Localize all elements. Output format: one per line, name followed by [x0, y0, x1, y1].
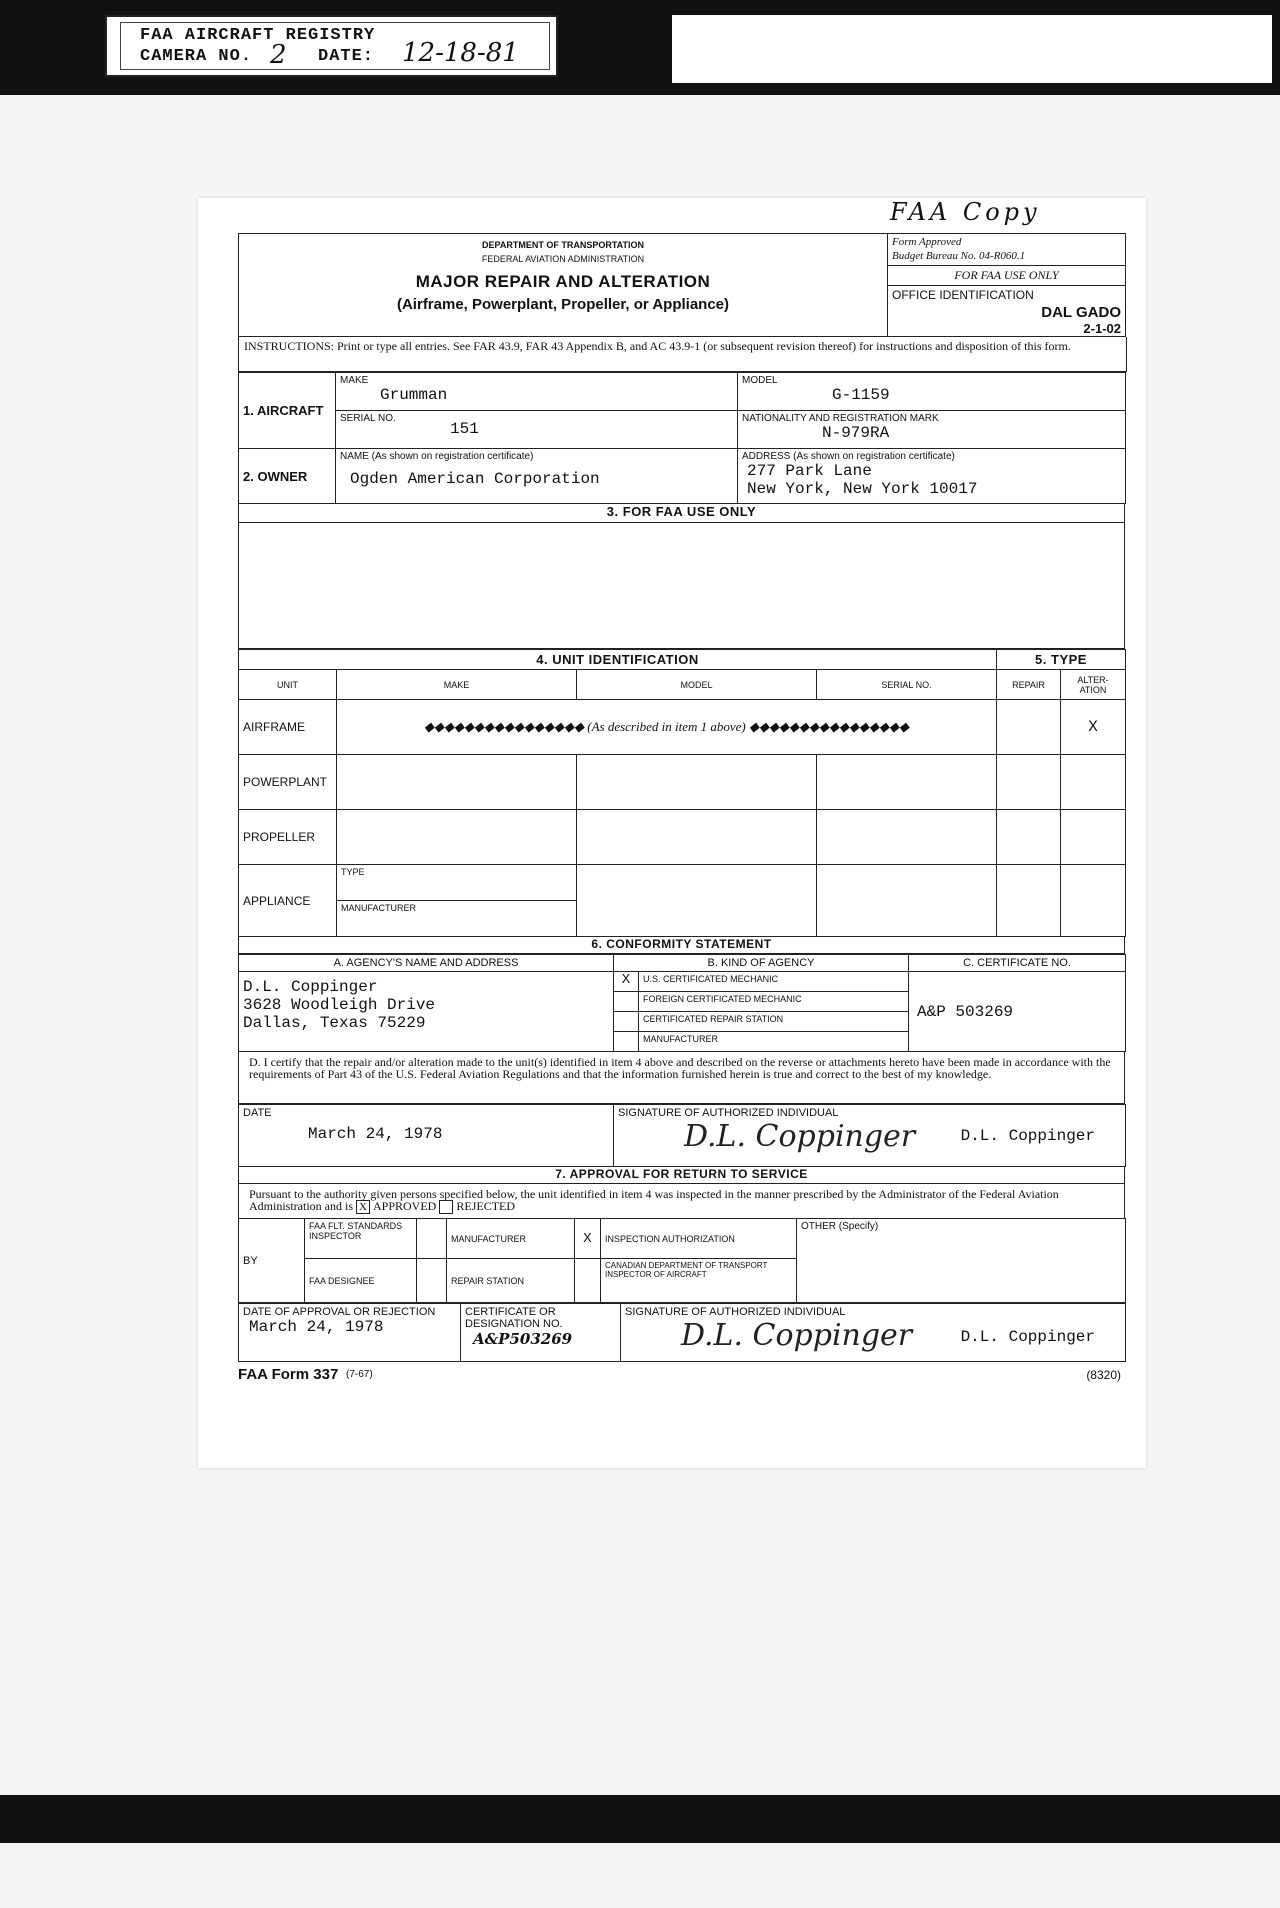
approval-signature-label: SIGNATURE OF AUTHORIZED INDIVIDUAL — [625, 1306, 846, 1318]
approval-date: March 24, 1978 — [249, 1318, 384, 1336]
col-make: MAKE — [337, 670, 577, 700]
registry-title: FAA AIRCRAFT REGISTRY — [140, 26, 376, 45]
appliance-manufacturer-label: MANUFACTURER — [337, 901, 577, 937]
conformity-title: 6. CONFORMITY STATEMENT — [238, 937, 1125, 954]
airframe-alteration-mark: X — [1061, 700, 1126, 755]
approval-signature-table — [238, 1303, 1126, 1362]
faa-use-only-section-title: 3. FOR FAA USE ONLY — [238, 504, 1125, 523]
department: DEPARTMENT OF TRANSPORTATION — [482, 240, 644, 250]
by-label: BY — [239, 1219, 305, 1303]
kind-mark-3 — [614, 1032, 639, 1052]
model-label: MODEL — [742, 375, 778, 386]
canadian-mark — [575, 1259, 601, 1303]
serial-label: SERIAL NO. — [340, 413, 396, 424]
conformity-date-label: DATE — [243, 1107, 272, 1119]
owner-address-line1: 277 Park Lane — [747, 462, 872, 480]
faa-use-only-label: FOR FAA USE ONLY — [888, 266, 1125, 286]
approval-text-block — [238, 1184, 1125, 1218]
owner-address-line2: New York, New York 10017 — [747, 480, 978, 498]
approval-signature-cell — [621, 1304, 1126, 1362]
certify-statement: D. I certify that the repair and/or alteration made to the unit(s) identified in item 4 above and described on the reverse or attachments hereto have been made in accordance with the requirements of Part 43 of the U.S. Federal Aviation Regulations and that the information furnished herein is true and correct to the best of my knowledge. — [238, 1052, 1125, 1104]
owner-name: Ogden American Corporation — [350, 470, 600, 488]
handwritten-faa-copy: FAA Copy — [890, 198, 1041, 226]
form-name: FAA Form 337 — [238, 1366, 339, 1383]
agency-line3: Dallas, Texas 75229 — [243, 1014, 426, 1032]
scanner-bottom-border — [0, 1795, 1280, 1843]
agency-line2: 3628 Woodleigh Drive — [243, 996, 436, 1014]
col-serial: SERIAL NO. — [817, 670, 997, 700]
airframe-note-cell: ◆◆◆◆◆◆◆◆◆◆◆◆◆◆◆◆ (As described in item 1 above) ◆◆◆◆◆◆◆◆◆◆◆◆◆◆◆◆ — [337, 700, 997, 755]
powerplant-serial — [817, 755, 997, 810]
powerplant-label: POWERPLANT — [239, 755, 337, 810]
nationality-cell — [738, 411, 1126, 449]
airframe-label: AIRFRAME — [239, 700, 337, 755]
powerplant-alteration — [1061, 755, 1126, 810]
office-id: DAL GADO — [1041, 304, 1121, 321]
certificate-no-label: C. CERTIFICATE NO. — [909, 955, 1126, 972]
form-code: (8320) — [1086, 1368, 1121, 1382]
kind-label-2: CERTIFICATED REPAIR STATION — [639, 1012, 909, 1032]
other-cell — [797, 1219, 1126, 1303]
registry-date-label: DATE: — [318, 47, 375, 66]
appliance-type-label: TYPE — [337, 865, 577, 901]
approval-title: 7. APPROVAL FOR RETURN TO SERVICE — [238, 1167, 1125, 1184]
conformity-signature: D.L. Coppinger — [684, 1119, 916, 1154]
aircraft-serial: 151 — [450, 420, 479, 438]
approval-text: Pursuant to the authority given persons specified below, the unit identified in item 4 was inspected in the manner prescribed by the Administrator of the Federal Aviation Administration and is — [249, 1187, 1059, 1213]
conformity-signer: D.L. Coppinger — [960, 1127, 1095, 1145]
conformity-signature-table — [238, 1104, 1126, 1167]
conformity-date-cell — [239, 1105, 614, 1167]
faa-designee-label: FAA DESIGNEE — [305, 1259, 417, 1303]
form-header — [238, 233, 1126, 337]
kind-label-0: U.S. CERTIFICATED MECHANIC — [639, 972, 909, 992]
scanner-top-right-panel — [672, 15, 1272, 83]
airframe-repair — [997, 700, 1061, 755]
approval-cert-label: CERTIFICATE OR DESIGNATION NO. — [465, 1306, 563, 1330]
header-left — [239, 234, 888, 337]
propeller-serial — [817, 810, 997, 865]
approved-checkbox: X — [356, 1200, 370, 1214]
kind-of-agency-label: B. KIND OF AGENCY — [614, 955, 909, 972]
conformity-signature-label: SIGNATURE OF AUTHORIZED INDIVIDUAL — [618, 1107, 839, 1119]
appliance-serial — [817, 865, 997, 937]
aircraft-make: Grumman — [380, 386, 448, 404]
appliance-alteration — [1061, 865, 1126, 937]
model-cell — [738, 373, 1126, 411]
kind-mark-0: X — [614, 972, 639, 992]
make-cell — [336, 373, 738, 411]
registry-date: 12-18-81 — [402, 38, 519, 68]
owner-section-label: 2. OWNER — [239, 449, 336, 504]
aircraft-owner-table — [238, 372, 1126, 504]
office-code: 2-1-02 — [1083, 321, 1121, 336]
agency: FEDERAL AVIATION ADMINISTRATION — [481, 254, 645, 264]
camera-number: 2 — [270, 40, 287, 70]
col-model: MODEL — [577, 670, 817, 700]
camera-label: CAMERA NO. — [140, 47, 253, 66]
manufacturer-label: MANUFACTURER — [447, 1219, 575, 1259]
conformity-date: March 24, 1978 — [308, 1125, 443, 1143]
appliance-repair — [997, 865, 1061, 937]
kind-label-1: FOREIGN CERTIFICATED MECHANIC — [639, 992, 909, 1012]
propeller-label: PROPELLER — [239, 810, 337, 865]
powerplant-make — [337, 755, 577, 810]
propeller-alteration — [1061, 810, 1126, 865]
rejected-label: REJECTED — [456, 1199, 516, 1213]
propeller-repair — [997, 810, 1061, 865]
form-revision: (7-67) — [346, 1369, 373, 1380]
form-337 — [238, 233, 1125, 1438]
registration-mark: N-979RA — [822, 424, 890, 442]
form-footer — [238, 1362, 1125, 1384]
make-label: MAKE — [340, 375, 369, 386]
kind-mark-1 — [614, 992, 639, 1012]
approval-signer: D.L. Coppinger — [960, 1328, 1095, 1346]
form-title: MAJOR REPAIR AND ALTERATION — [415, 272, 711, 291]
other-label: OTHER (Specify) — [801, 1221, 879, 1232]
form-subtitle: (Airframe, Powerplant, Propeller, or Appliance) — [396, 296, 730, 313]
instructions: INSTRUCTIONS: Print or type all entries. See FAR 43.9, FAR 43 Appendix B, and AC 43.9-1 (or subsequent revision thereof) for instructions and disposition of this form. — [238, 337, 1127, 372]
propeller-model — [577, 810, 817, 865]
col-alteration: ALTER-ATION — [1061, 670, 1126, 700]
faa-use-only-area — [238, 523, 1125, 649]
approved-label: APPROVED — [373, 1199, 437, 1213]
approval-signature: D.L. Coppinger — [681, 1318, 913, 1353]
repair-station-label: REPAIR STATION — [447, 1259, 575, 1303]
kind-mark-2 — [614, 1012, 639, 1032]
canadian-label: CANADIAN DEPARTMENT OF TRANSPORT INSPECTOR OF AIRCRAFT — [601, 1259, 797, 1303]
faa-designee-mark — [417, 1259, 447, 1303]
appliance-model — [577, 865, 817, 937]
col-repair: REPAIR — [997, 670, 1061, 700]
conformity-signature-cell — [614, 1105, 1126, 1167]
unit-identification-table — [238, 649, 1126, 937]
airframe-note: (As described in item 1 above) — [587, 719, 746, 734]
owner-name-label: NAME (As shown on registration certificate) — [340, 451, 534, 462]
faa-inspector-mark — [417, 1219, 447, 1259]
owner-address-cell — [738, 449, 1126, 504]
inspection-auth-mark: X — [575, 1219, 601, 1259]
budget-bureau: Budget Bureau No. 04-R060.1 — [888, 250, 1125, 266]
conformity-table — [238, 954, 1126, 1052]
type-title: 5. TYPE — [997, 650, 1126, 670]
kind-label-3: MANUFACTURER — [639, 1032, 909, 1052]
approval-cert-cell — [461, 1304, 621, 1362]
appliance-label: APPLIANCE — [239, 865, 337, 937]
inspection-auth-label: INSPECTION AUTHORIZATION — [601, 1219, 797, 1259]
agency-name-label: A. AGENCY'S NAME AND ADDRESS — [239, 955, 614, 972]
office-id-label: OFFICE IDENTIFICATION — [892, 288, 1034, 302]
agency-address-cell — [239, 972, 614, 1052]
approval-date-label: DATE OF APPROVAL OR REJECTION — [243, 1306, 436, 1318]
header-right — [888, 234, 1126, 337]
powerplant-model — [577, 755, 817, 810]
approval-cert-no: A&P503269 — [473, 1330, 573, 1348]
certificate-number: A&P 503269 — [909, 972, 1126, 1052]
form-approved: Form Approved — [892, 236, 962, 248]
propeller-make — [337, 810, 577, 865]
col-unit: UNIT — [239, 670, 337, 700]
aircraft-model: G-1159 — [832, 386, 890, 404]
powerplant-repair — [997, 755, 1061, 810]
nationality-label: NATIONALITY AND REGISTRATION MARK — [742, 413, 939, 424]
aircraft-section-label: 1. AIRCRAFT — [239, 373, 336, 449]
serial-cell — [336, 411, 738, 449]
owner-name-cell — [336, 449, 738, 504]
owner-address-label: ADDRESS (As shown on registration certificate) — [742, 451, 955, 462]
approval-date-cell — [239, 1304, 461, 1362]
rejected-checkbox — [439, 1200, 453, 1214]
unit-id-title: 4. UNIT IDENTIFICATION — [239, 650, 997, 670]
faa-inspector-label: FAA FLT. STANDARDS INSPECTOR — [305, 1219, 417, 1259]
agency-line1: D.L. Coppinger — [243, 978, 378, 996]
approval-by-table — [238, 1218, 1126, 1303]
